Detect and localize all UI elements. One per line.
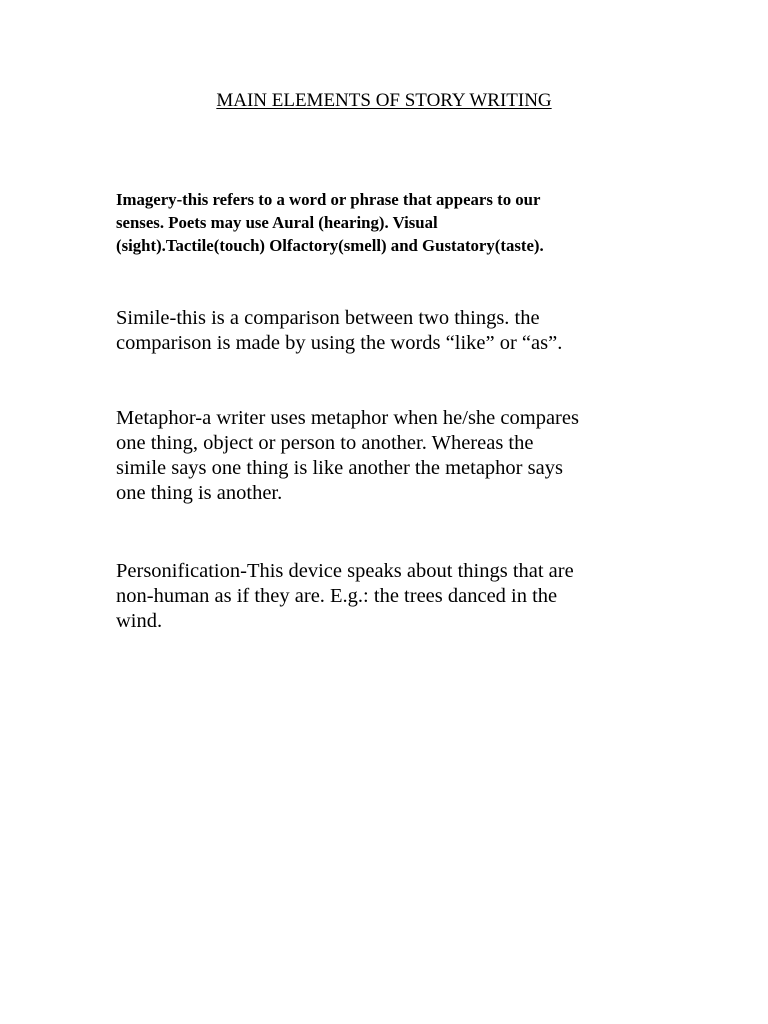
text-line: senses. Poets may use Aural (hearing). Visual xyxy=(116,213,438,232)
paragraph-metaphor xyxy=(116,406,579,506)
text-line: Imagery-this refers to a word or phrase that appears to our xyxy=(116,190,541,209)
text-line: one thing is another. xyxy=(116,482,283,504)
text-line: comparison is made by using the words “like” or “as”. xyxy=(116,332,563,354)
text-line: wind. xyxy=(116,610,163,632)
document-title: MAIN ELEMENTS OF STORY WRITING xyxy=(216,90,552,111)
text-line: Metaphor-a writer uses metaphor when he/she compares xyxy=(116,407,579,429)
paragraph-simile xyxy=(116,306,562,356)
text-line: simile says one thing is like another the metaphor says xyxy=(116,457,563,479)
text-line: Personification-This device speaks about things that are xyxy=(116,560,574,582)
text-line: Simile-this is a comparison between two things. the xyxy=(116,307,540,329)
text-line: non-human as if they are. E.g.: the trees danced in the xyxy=(116,585,558,607)
text-line: one thing, object or person to another. Whereas the xyxy=(116,432,534,454)
paragraph-imagery xyxy=(116,188,544,257)
paragraph-personification xyxy=(116,559,574,634)
text-line: (sight).Tactile(touch) Olfactory(smell) and Gustatory(taste). xyxy=(116,236,544,255)
